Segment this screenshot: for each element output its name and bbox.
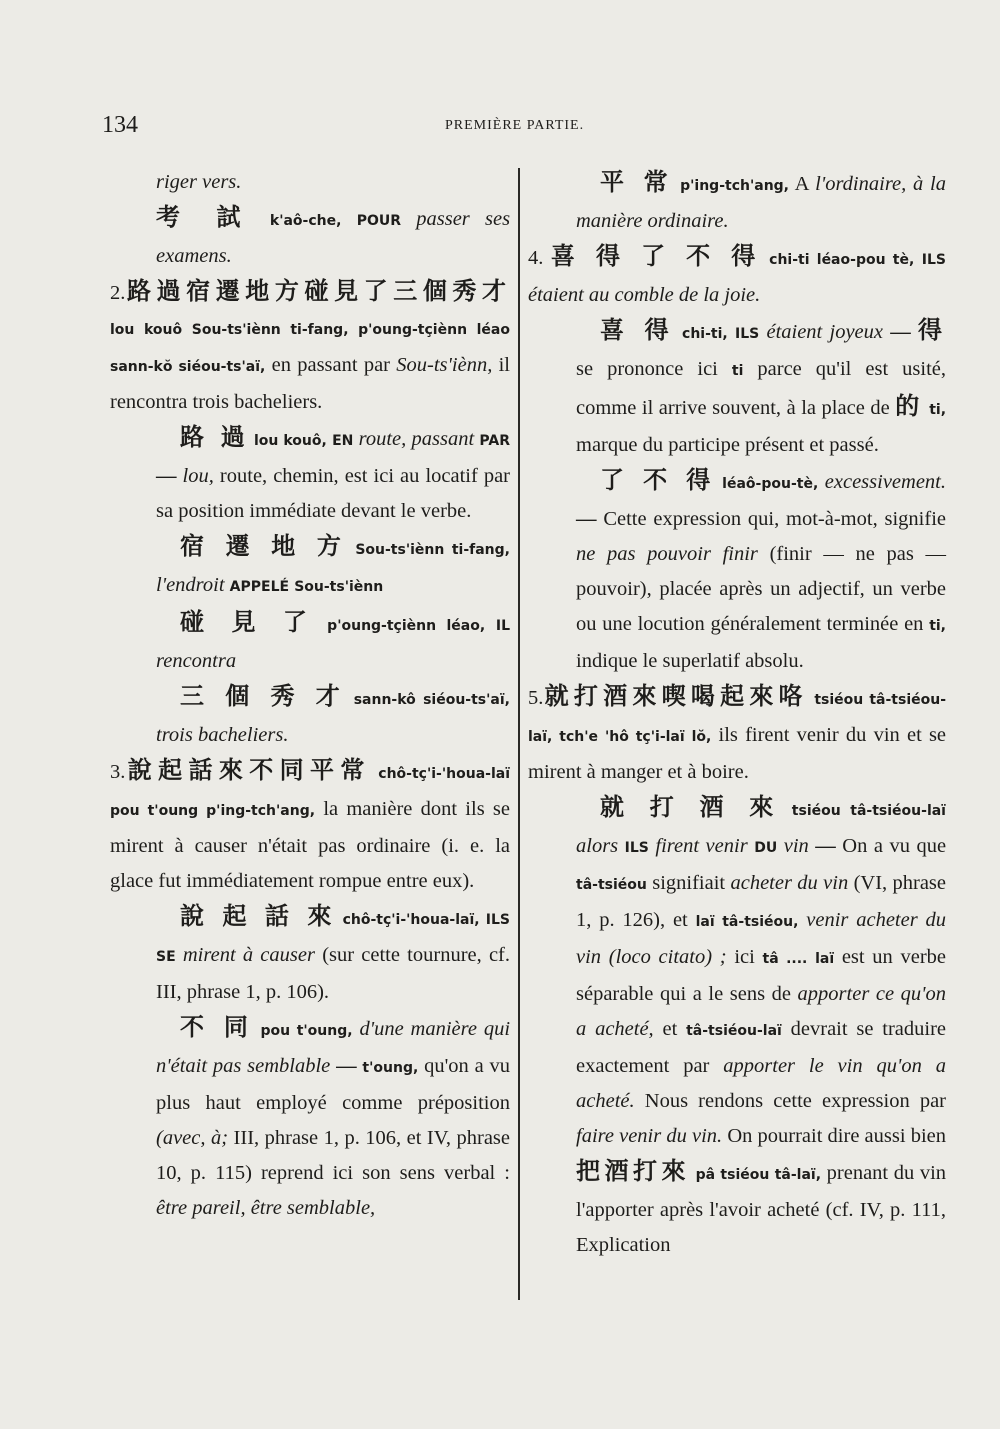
chinese-text: 平 常 [600, 168, 674, 196]
text-run: se prononce ici [576, 358, 718, 380]
paragraph [110, 420, 510, 529]
text-run: marque du participe présent et passé. [576, 434, 879, 456]
italic-text: acheter du vin [730, 872, 849, 894]
text-run: prenant du vin l'apporter après l'avoir acheté (cf. IV, p. 111, Explication [576, 1162, 947, 1256]
italic-text: ne pas pouvoir finir [576, 543, 758, 565]
column-divider [518, 168, 520, 1300]
paragraph [110, 679, 510, 753]
paragraph [528, 313, 946, 463]
romanization: chi-ti léao-pou tè, [769, 252, 915, 268]
text-run: On a vu que [842, 835, 947, 857]
romanization: lou kouô, [253, 433, 327, 449]
romanization: pou t'oung, [260, 1023, 353, 1039]
chinese-text: 的 [895, 392, 924, 420]
text-run: III, phrase 1, p. 106, et IV, phrase 10, p. 115) reprend ici son sens verbal : [156, 1127, 511, 1184]
romanization: Sou-ts'iènn ti-fang, [355, 542, 510, 558]
italic-text: trois bacheliers. [156, 724, 289, 746]
text-run: devrait se traduire exactement par [576, 1018, 946, 1077]
paragraph [528, 790, 946, 1263]
text-run: la manière dont ils se mirent à causer n'était pas ordinaire (i. e. la glace fut immédiatement rompue entre eux). [110, 798, 511, 892]
romanization: t'oung, [362, 1060, 419, 1076]
chinese-text: 路 過 [180, 423, 249, 451]
italic-text: faire venir du vin. [576, 1125, 723, 1147]
romanization: chô-tç'i-'houa-laï pou t'oung p'ing-tch'ang, [110, 766, 511, 819]
text-run: il rencontra trois bacheliers. [110, 354, 511, 413]
small-caps: EN [332, 433, 354, 449]
text-run: A [794, 173, 809, 195]
chinese-text: 考 試 [156, 203, 255, 231]
chinese-text: 三 個 秀 才 [180, 682, 347, 710]
paragraph [110, 605, 510, 679]
chinese-text: 碰 見 了 [180, 608, 317, 636]
romanization: ti, [929, 618, 946, 634]
italic-text: venir acheter du vin (loco citato) ; [576, 909, 947, 968]
dash: — [336, 1055, 357, 1077]
italic-text: rencontra [156, 650, 237, 672]
item-number: 3. [110, 761, 126, 783]
dash: — [890, 321, 911, 343]
italic-text: être pareil, être semblable, [156, 1197, 376, 1219]
romanization: tâ-tsiéou-laï [686, 1023, 782, 1039]
small-caps: ILS [624, 840, 649, 856]
italic-text: excessivement. [824, 471, 946, 493]
text-run: ils firent venir du vin et se mirent à manger et à boire. [528, 724, 947, 783]
paragraph [528, 463, 946, 679]
small-caps: IL [495, 618, 511, 634]
text-run: Nous rendons cette expression par [644, 1090, 947, 1112]
italic-text: mirent à causer [182, 944, 315, 966]
chinese-text: 喜 得 [600, 316, 675, 344]
chinese-text: 就打酒來喫喝起來咯 [543, 682, 808, 710]
numbered-paragraph [110, 753, 510, 899]
romanization: k'aô-che, [269, 213, 342, 229]
small-caps: DU [754, 840, 778, 856]
text-run: ici [734, 946, 755, 968]
italic-text: étaient au comble de la joie. [528, 284, 761, 306]
romanization: léaô-pou-tè, [722, 476, 819, 492]
item-number: 4. [528, 247, 544, 269]
chinese-text: 宿 遷 地 方 [180, 532, 348, 560]
chinese-text: 把酒打來 [576, 1157, 690, 1185]
text-run: (VI, phrase 1, p. 126), et [576, 872, 947, 931]
dash: — [156, 465, 177, 487]
romanization: tâ .... [762, 951, 808, 967]
chinese-text: 說 起 話 來 [180, 902, 337, 930]
numbered-paragraph [528, 679, 946, 790]
small-caps: POUR [356, 213, 401, 229]
italic-text: Sou-ts'iènn, [396, 354, 493, 376]
text-run: est un verbe séparable qui a le sens de [576, 946, 947, 1005]
text-run: en passant par [271, 354, 391, 376]
italic-text: route, passant [358, 428, 475, 450]
romanization: tsiéou tâ-tsiéou-laï [791, 803, 946, 819]
page-header [0, 112, 1000, 142]
italic-text: étaient joyeux [766, 321, 884, 343]
chinese-text: 路過宿遷地方碰見了三個秀才 [125, 277, 510, 305]
romanization: tâ-tsiéou [576, 877, 647, 893]
paragraph [528, 165, 946, 239]
numbered-paragraph [110, 274, 510, 420]
dash: — [815, 835, 836, 857]
chinese-text: 喜 得 了 不 得 [550, 242, 762, 270]
numbered-paragraph [528, 239, 946, 313]
romanization: p'oung-tçiènn léao, [327, 618, 486, 634]
romanization: chi-ti, [682, 326, 728, 342]
text-run: On pourrait dire aussi bien [727, 1125, 946, 1147]
small-caps: ILS [734, 326, 760, 342]
item-number: 2. [110, 282, 126, 304]
romanization: tsiéou tâ-tsiéou-laï, tch'e 'hô tç'i-laï lŏ, [528, 692, 947, 745]
chinese-text: 不 同 [180, 1013, 254, 1041]
italic-text: firent venir [655, 835, 748, 857]
text-run: et [662, 1018, 678, 1040]
text-run: route, chemin, est ici au locatif par sa position immédiate devant le verbe. [156, 465, 511, 522]
text-run: (sur cette tournure, cf. III, phrase 1, p. 106). [156, 944, 511, 1003]
chinese-text: 了 不 得 [600, 466, 716, 494]
page-number: 134 [102, 112, 138, 138]
italic-text: apporter ce qu'on a acheté, [576, 983, 947, 1040]
text-run: riger vers. [156, 171, 242, 193]
italic-text: (avec, à; [156, 1127, 229, 1149]
romanization: lou kouô Sou-ts'iènn ti-fang, p'oung-tçiènn léao sann-kŏ siéou-ts'aï, [110, 322, 510, 375]
chinese-text: 就 打 酒 來 [600, 793, 782, 821]
romanization: ti, [929, 402, 947, 418]
italic-text: d'une manière qui n'était pas semblable [156, 1018, 511, 1077]
text-run: indique le superlatif absolu. [576, 650, 804, 672]
italic-text: apporter le vin qu'on a acheté. [576, 1055, 946, 1112]
dash: — [576, 508, 597, 530]
small-caps: ILS [921, 252, 947, 268]
small-caps: APPELÉ [229, 579, 290, 595]
paragraph [110, 1010, 510, 1226]
italic-text: lou, [182, 465, 214, 487]
italic-text: vin [783, 835, 809, 857]
text-run: signifiait [652, 872, 726, 894]
chinese-text: 說起話來不同平常 [125, 756, 371, 784]
romanization: Sou-ts'iènn [294, 579, 384, 595]
paragraph [110, 899, 510, 1010]
romanization: laï tâ-tsiéou, [695, 914, 799, 930]
right-column [528, 165, 946, 1263]
paragraph [110, 200, 510, 274]
romanization: laï [815, 951, 835, 967]
left-column [110, 165, 510, 1226]
small-caps: PAR [479, 433, 510, 449]
romanization: p'ing-tch'ang, [680, 178, 789, 194]
text-run: (finir — ne pas — pouvoir), placée après un adjectif, un verbe ou une locution généralement terminée en [576, 543, 947, 635]
small-caps: ILS SE [156, 912, 510, 965]
text-run: parce qu'il est usité, comme il arrive souvent, à la place de [576, 358, 947, 419]
italic-text: l'endroit [156, 574, 225, 596]
chinese-text: 得 [918, 316, 947, 344]
romanization: ti [731, 363, 744, 379]
italic-text: alors [576, 835, 619, 857]
item-number: 5. [528, 687, 544, 709]
running-title: PREMIÈRE PARTIE. [445, 118, 585, 133]
romanization: sann-kô siéou-ts'aï, [353, 692, 510, 708]
paragraph [110, 529, 510, 605]
romanization: pâ tsiéou tâ-laï, [695, 1167, 822, 1183]
text-run: Cette expression qui, mot-à-mot, signifie [603, 508, 946, 530]
text-run: qu'on a vu plus haut employé comme préposition [156, 1055, 511, 1114]
italic-text: l'ordinaire, à la manière ordinaire. [576, 173, 947, 232]
italic-text: passer ses examens. [156, 208, 511, 267]
romanization: chô-tç'i-'houa-laï, [342, 912, 480, 928]
paragraph [110, 165, 510, 200]
